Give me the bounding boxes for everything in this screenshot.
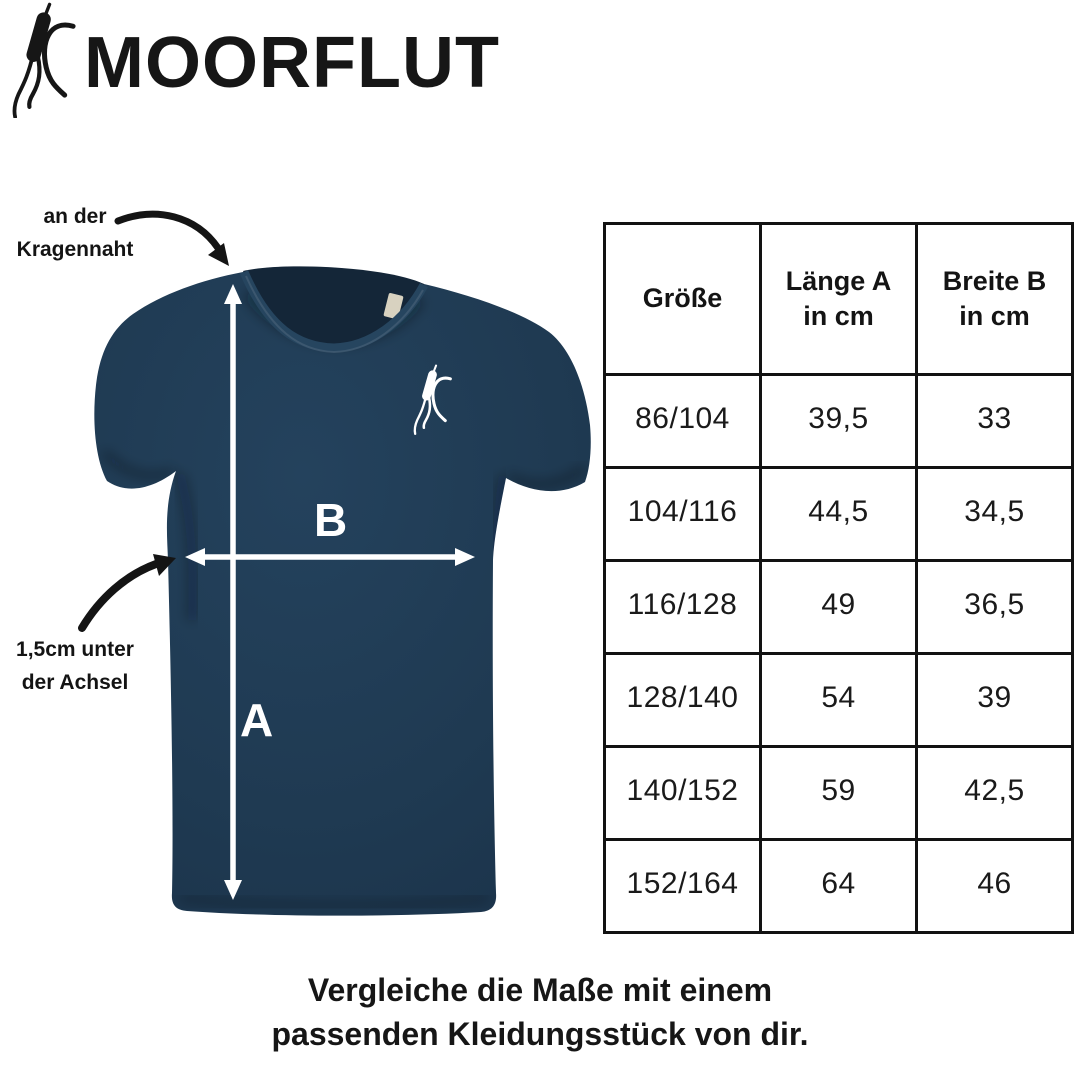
collar-curved-arrow: [118, 214, 229, 266]
tshirt-body: [94, 266, 590, 915]
size-cell: 104/116: [605, 468, 761, 561]
table-row: [605, 561, 1073, 654]
size-cell: 128/140: [605, 654, 761, 747]
collar-annotation-line2: Kragennaht: [16, 237, 134, 261]
width-cell: 46: [917, 840, 1073, 933]
width-cell: 42,5: [917, 747, 1073, 840]
table-row: [605, 654, 1073, 747]
width-cell: 33: [917, 375, 1073, 468]
length-cell: 59: [761, 747, 917, 840]
size-cell: 116/128: [605, 561, 761, 654]
brand-wordmark: MOORFLUT: [84, 23, 500, 103]
header-width-line1: Breite B: [942, 265, 1047, 296]
header-length-line2: in cm: [803, 301, 874, 331]
length-cell: 54: [761, 654, 917, 747]
header-size: [605, 224, 761, 375]
size-cell: 152/164: [605, 840, 761, 933]
armpit-annotation-line1: 1,5cm unter: [16, 638, 134, 661]
header-length: [761, 224, 917, 375]
armpit-curved-arrow: [82, 554, 176, 628]
label-a: A: [240, 694, 274, 746]
width-cell: 34,5: [917, 468, 1073, 561]
table-header-row: [605, 224, 1073, 375]
collar-annotation-line1: an der: [43, 205, 107, 228]
label-b: B: [314, 494, 348, 546]
size-cell: 140/152: [605, 747, 761, 840]
table-row: [605, 840, 1073, 933]
size-cell: 86/104: [605, 375, 761, 468]
header-size-line1: Größe: [642, 283, 723, 314]
width-cell: 36,5: [917, 561, 1073, 654]
length-cell: 44,5: [761, 468, 917, 561]
table-row: [605, 375, 1073, 468]
length-cell: 64: [761, 840, 917, 933]
table-row: [605, 468, 1073, 561]
size-table: [603, 222, 1074, 934]
width-cell: 39: [917, 654, 1073, 747]
header-width: [917, 224, 1073, 375]
caption-line1: Vergleiche die Maße mit einem: [307, 972, 773, 1008]
length-cell: 49: [761, 561, 917, 654]
table-row: [605, 747, 1073, 840]
header-width-line2: in cm: [959, 301, 1030, 331]
caption-line2: passenden Kleidungsstück von dir.: [271, 1016, 809, 1053]
armpit-annotation-line2: der Achsel: [21, 670, 129, 694]
length-cell: 39,5: [761, 375, 917, 468]
header-length-line1: Länge A: [785, 265, 892, 296]
caption: [0, 968, 1080, 1056]
